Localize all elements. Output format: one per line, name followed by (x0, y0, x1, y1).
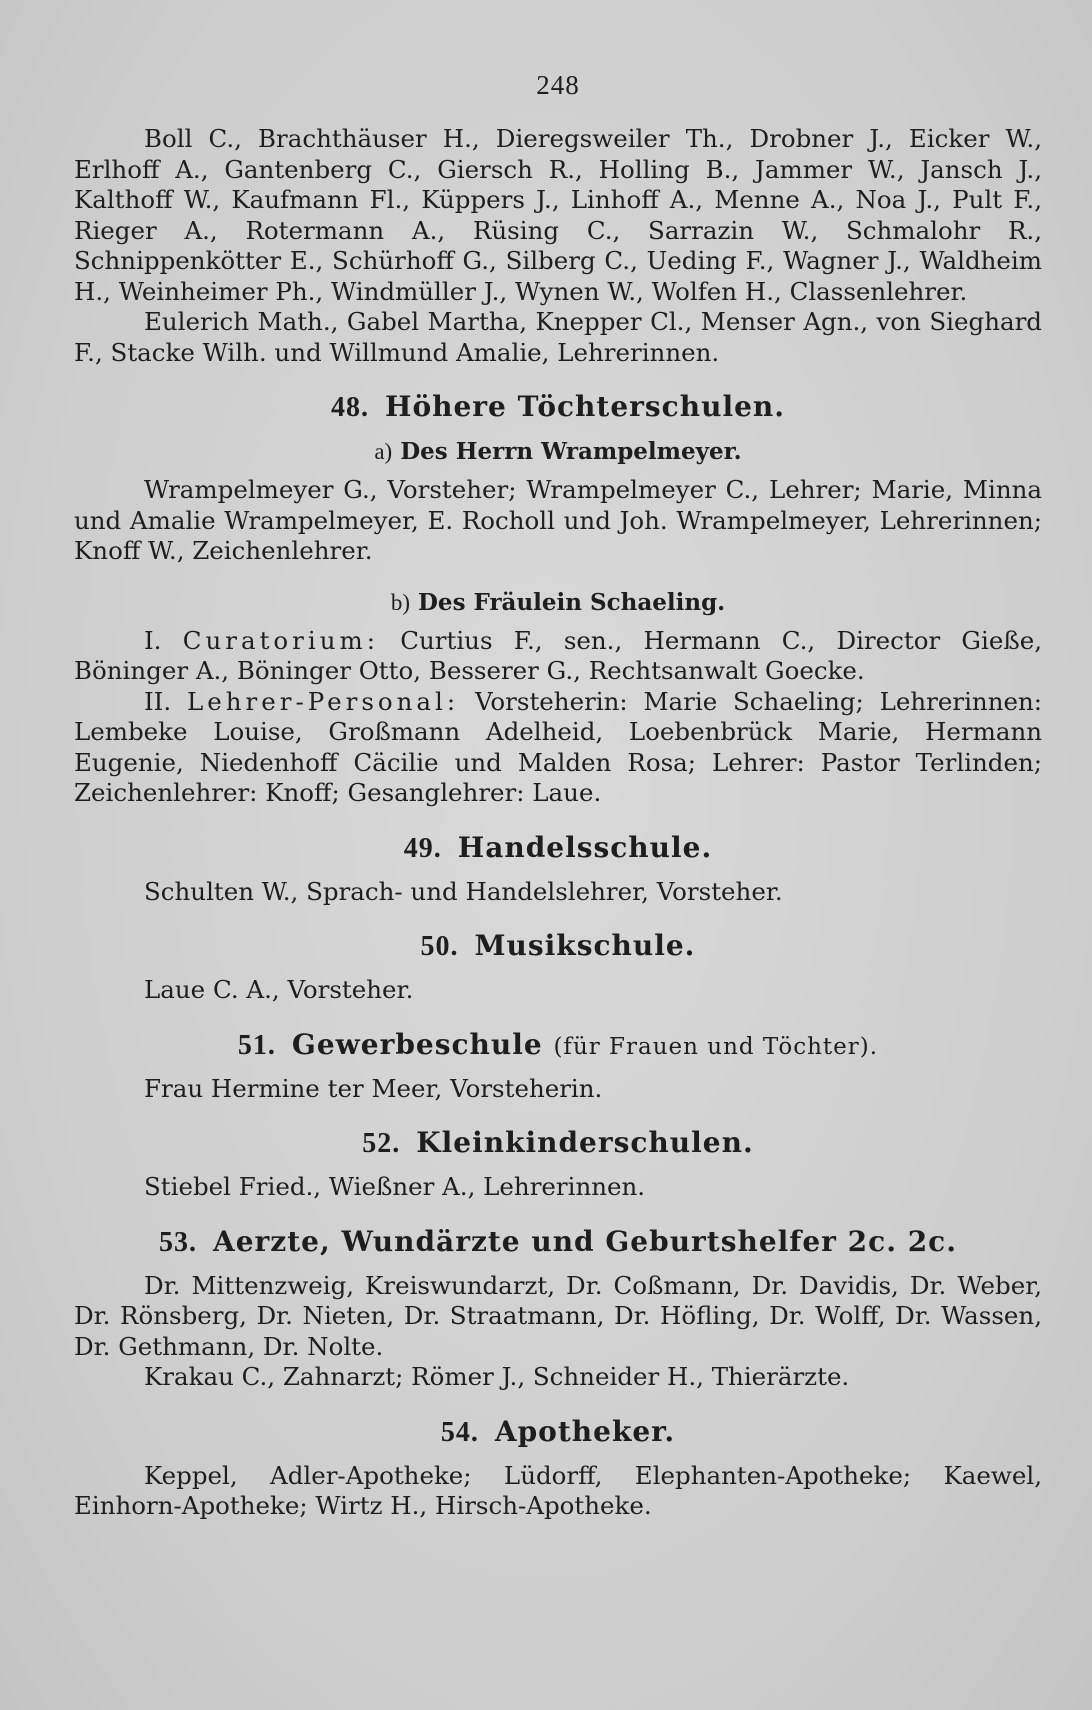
curatorium-prefix: I. (144, 625, 162, 655)
section-53-number: 53. (159, 1226, 198, 1258)
section-52-title: Kleinkinderschulen. (416, 1126, 754, 1159)
section-51-title: Gewerbeschule (291, 1027, 543, 1061)
page-number: 248 (536, 70, 580, 100)
section-49-title: Handelsschule. (457, 830, 713, 864)
section-48a-heading (74, 438, 1042, 465)
staff-prefix: II. (144, 686, 172, 716)
section-48a-text: Wrampelmeyer G., Vorsteher; Wrampelmeyer C., Lehrer; Marie, Minna und Amalie Wrampelmeyer, E. Rocholl und Joh. Wrampelmeyer, Lehrerinnen; Knoff W., Zeichenlehrer. (74, 475, 1042, 565)
page-content (74, 70, 1042, 1522)
section-48-title: Höhere Töchterschulen. (385, 390, 785, 423)
section-52-heading (74, 1126, 1042, 1160)
section-48-number: 48. (331, 392, 369, 423)
female-teachers-paragraph: Eulerich Math., Gabel Martha, Knepper Cl., Menser Agn., von Sieghard F., Stacke Wilh. und Willmund Amalie, Lehrerinnen. (74, 307, 1042, 367)
section-53-title: Aerzte, Wundärzte und Geburtshelfer 2c. 2c. (213, 1224, 957, 1258)
curatorium-heading: Curatorium: (182, 625, 379, 655)
section-51-number: 51. (237, 1029, 276, 1061)
section-48b-label: b) (390, 589, 410, 615)
section-51-subtitle: (für Frauen und Töchter). (553, 1033, 879, 1060)
section-50-text: Laue C. A., Vorsteher. (144, 975, 414, 1004)
staff-heading: Lehrer-Personal: (186, 686, 460, 716)
section-52-number: 52. (362, 1128, 401, 1159)
staff-paragraph (74, 687, 1042, 809)
section-50-heading (74, 929, 1042, 963)
section-54-title: Apotheker. (494, 1414, 676, 1448)
section-53-doctors: Dr. Mittenzweig, Kreiswundarzt, Dr. Coßmann, Dr. Davidis, Dr. Weber, Dr. Rönsberg, Dr. Nieten, Dr. Straatmann, Dr. Höfling, Dr. Wolff, Dr. Wassen, Dr. Gethmann, Dr. Nolte. (74, 1270, 1042, 1361)
curatorium-text: Curtius F., sen., Hermann C., Director Gieße, Böninger A., Böninger Otto, Besserer G., Rechtsanwalt Goecke. (74, 625, 1042, 685)
section-52-text: Stiebel Fried., Wießner A., Lehrerinnen. (144, 1172, 646, 1201)
section-49-text: Schulten W., Sprach- und Handelslehrer, Vorsteher. (144, 876, 783, 906)
section-51-heading (74, 1028, 1042, 1062)
section-48b-heading (74, 589, 1042, 616)
section-53-other: Krakau C., Zahnarzt; Römer J., Schneider H., Thierärzte. (144, 1362, 850, 1391)
section-54-heading (74, 1415, 1042, 1449)
section-48a-label: a) (374, 439, 393, 464)
section-48b-title: Des Fräulein Schaeling. (417, 588, 726, 616)
curatorium-paragraph (74, 626, 1042, 687)
section-50-number: 50. (420, 931, 459, 962)
teachers-paragraph: Boll C., Brachthäuser H., Dieregsweiler Th., Drobner J., Eicker W., Erlhoff A., Gantenberg C., Giersch R., Holling B., Jammer W., Jansch J., Kalthoff W., Kaufmann Fl., Küppers J., Linhoff A., Menne A., Noa J., Pult F., Rieger A., Rotermann A., Rüsing C., Sarrazin W., Schmalohr R., Schnippenkötter E., Schürhoff G., Silberg C., Ueding F., Wagner J., Waldheim H., Weinheimer Ph., Windmüller J., Wynen W., Wolfen H., Classenlehrer. (74, 124, 1042, 306)
section-48a-title: Des Herrn Wrampelmeyer. (400, 438, 742, 465)
section-49-number: 49. (403, 832, 442, 864)
section-50-title: Musikschule. (474, 929, 696, 962)
section-54-text: Keppel, Adler-Apotheke; Lüdorff, Elephanten-Apotheke; Kaewel, Einhorn-Apotheke; Wirtz H., Hirsch-Apotheke. (74, 1460, 1042, 1520)
section-49-heading (74, 831, 1042, 865)
section-54-number: 54. (440, 1416, 479, 1448)
section-53-heading (74, 1225, 1042, 1259)
section-51-text: Frau Hermine ter Meer, Vorsteherin. (144, 1073, 603, 1103)
section-48-heading (74, 390, 1042, 424)
staff-text: Vorsteherin: Marie Schaeling; Lehrerinnen: Lembeke Louise, Großmann Adelheid, Loebenbrück Marie, Hermann Eugenie, Niedenhoff Cäcilie und Malden Rosa; Lehrer: Pastor Terlinden; Zeichenlehrer: Knoff; Gesanglehrer: Laue. (74, 686, 1043, 807)
